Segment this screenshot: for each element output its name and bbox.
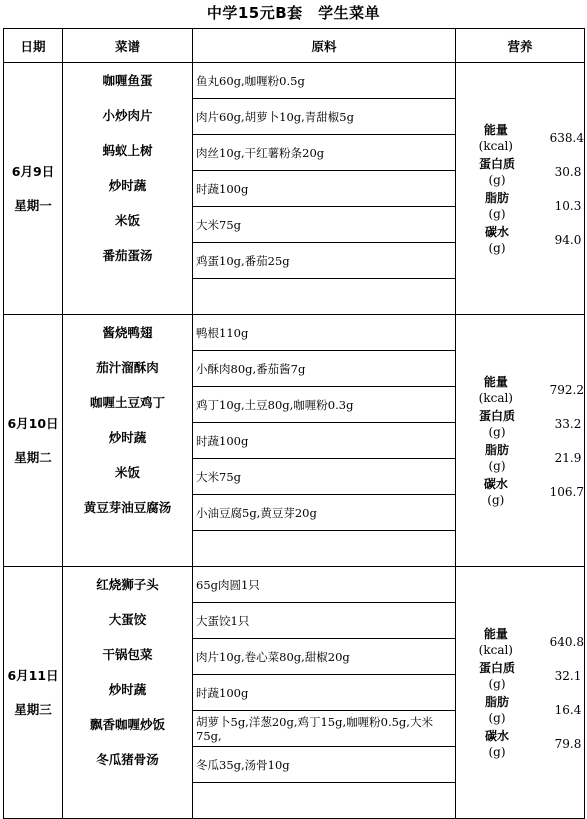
nutrient-value: 638.4	[549, 130, 584, 145]
ingredient-text: 鸡蛋10g,番茄25g	[196, 253, 290, 268]
dish-cell	[63, 315, 193, 567]
ingredient-item	[193, 675, 455, 711]
menu-table	[3, 28, 585, 819]
dish-item: 茄汁溜酥肉	[96, 360, 159, 375]
nutrient-value: 792.2	[549, 382, 584, 397]
ingredient-item	[193, 783, 455, 818]
dish-item: 冬瓜猪骨汤	[96, 752, 159, 767]
nutrient-unit: (g)	[488, 424, 506, 439]
nutrient-value: 10.3	[554, 198, 582, 213]
ingredient-item	[193, 459, 455, 495]
menu-body	[4, 63, 585, 819]
ingredient-item	[193, 315, 455, 351]
nutrition-protein	[456, 408, 584, 440]
dish-item: 大蛋饺	[108, 612, 147, 627]
nutrition-cell	[456, 315, 585, 567]
dish-item: 炒时蔬	[108, 682, 147, 697]
nutrient-value: 79.8	[554, 736, 582, 751]
nutrition-energy	[456, 122, 584, 154]
header-date: 日期	[4, 29, 63, 63]
nutrient-label: 脂肪	[484, 694, 509, 709]
date-cell	[4, 567, 63, 819]
nutrition-carb	[456, 728, 584, 760]
nutrition-carb	[456, 476, 584, 508]
day-date: 6月10日	[7, 415, 59, 431]
header-ingredients: 原料	[193, 29, 456, 63]
day-date: 6月9日	[11, 163, 55, 179]
dish-item	[63, 273, 192, 308]
ingredient-text: 肉片60g,胡萝卜10g,青甜椒5g	[196, 109, 354, 124]
ingredient-item	[193, 279, 455, 314]
ingredient-item	[193, 639, 455, 675]
ingredient-text: 大米75g	[196, 217, 241, 232]
nutrient-unit: (g)	[488, 710, 506, 725]
nutrient-value: 32.1	[554, 668, 582, 683]
ingredient-item	[193, 495, 455, 531]
ingredient-text: 大蛋饺1只	[196, 613, 250, 628]
ingredient-text: 鸭根110g	[196, 325, 249, 340]
ingredient-text: 时蔬100g	[196, 181, 249, 196]
page-title: 中学15元B套 学生菜单	[206, 4, 381, 22]
nutrient-value: 640.8	[549, 634, 584, 649]
nutrient-label: 能量	[483, 374, 508, 389]
ingredient-text: 肉丝10g,干红薯粉条20g	[196, 145, 325, 160]
ingredient-item	[193, 63, 455, 99]
ingredient-item	[193, 747, 455, 783]
ingredient-text: 65g肉圆1只	[196, 577, 260, 592]
nutrition-energy	[456, 626, 584, 658]
ingredient-text: 大米75g	[196, 469, 241, 484]
ingredient-item	[193, 351, 455, 387]
dish-cell	[63, 63, 193, 315]
nutrition-fat	[456, 190, 584, 222]
ingredient-item	[193, 423, 455, 459]
dish-item: 干锅包菜	[102, 647, 153, 662]
dish-item: 红烧狮子头	[96, 577, 159, 592]
ingredient-item	[193, 207, 455, 243]
ingredient-text: 时蔬100g	[196, 433, 249, 448]
nutrient-value: 30.8	[554, 164, 582, 179]
dish-item: 炒时蔬	[108, 178, 147, 193]
ingredient-item	[193, 135, 455, 171]
nutrient-label: 碳水	[484, 224, 509, 239]
nutrient-unit: (kcal)	[478, 390, 513, 405]
nutrition-protein	[456, 660, 584, 692]
ingredient-text: 胡萝卜5g,洋葱20g,鸡丁15g,咖喱粉0.5g,大米75g,	[196, 714, 433, 743]
nutrient-label: 蛋白质	[478, 156, 515, 171]
nutrient-label: 蛋白质	[478, 660, 515, 675]
dish-item: 咖喱鱼蛋	[102, 73, 153, 88]
nutrient-value: 94.0	[554, 232, 582, 247]
ingredient-item	[193, 171, 455, 207]
dish-item: 黄豆芽油豆腐汤	[83, 500, 172, 515]
dish-item: 蚂蚁上树	[102, 143, 153, 158]
ingredient-item	[193, 531, 455, 566]
nutrient-label: 能量	[483, 122, 508, 137]
nutrient-label: 脂肪	[484, 190, 509, 205]
nutrient-unit: (g)	[488, 240, 506, 255]
dish-item: 小炒肉片	[102, 108, 153, 123]
dish-item: 米饭	[114, 465, 140, 480]
ingredient-text: 肉片10g,卷心菜80g,甜椒20g	[196, 649, 350, 664]
ingredient-text: 小酥肉80g,番茄酱7g	[196, 361, 306, 376]
ingredient-item	[193, 567, 455, 603]
dish-item: 酱烧鸭翅	[102, 325, 153, 340]
nutrient-value: 106.7	[549, 484, 584, 499]
nutrient-unit: (g)	[488, 458, 506, 473]
nutrient-unit: (g)	[487, 492, 505, 507]
dish-item: 咖喱土豆鸡丁	[89, 395, 165, 410]
ingredients-cell	[193, 567, 456, 819]
ingredient-text: 鸡丁10g,土豆80g,咖喱粉0.3g	[196, 397, 354, 412]
nutrient-value: 16.4	[554, 702, 582, 717]
nutrient-unit: (g)	[488, 172, 506, 187]
nutrient-unit: (g)	[488, 744, 506, 759]
nutrient-unit: (kcal)	[478, 138, 513, 153]
nutrition-carb	[456, 224, 584, 256]
dish-item: 番茄蛋汤	[102, 248, 153, 263]
nutrient-unit: (g)	[488, 206, 506, 221]
day-weekday: 星期一	[14, 197, 52, 213]
day-row	[4, 567, 585, 819]
ingredient-text: 冬瓜35g,汤骨10g	[196, 757, 290, 772]
ingredients-cell	[193, 315, 456, 567]
date-cell	[4, 315, 63, 567]
header-row	[4, 29, 585, 63]
nutrition-fat	[456, 694, 584, 726]
dish-item	[63, 525, 192, 560]
ingredient-text: 小油豆腐5g,黄豆芽20g	[196, 505, 317, 520]
dish-item: 米饭	[114, 213, 140, 228]
nutrient-unit: (g)	[488, 676, 506, 691]
nutrient-label: 能量	[483, 626, 508, 641]
day-row	[4, 315, 585, 567]
nutrient-label: 脂肪	[484, 442, 509, 457]
nutrient-value: 33.2	[554, 416, 582, 431]
nutrition-cell	[456, 567, 585, 819]
nutrition-cell	[456, 63, 585, 315]
header-nutrition: 营养	[456, 29, 585, 63]
day-date: 6月11日	[7, 667, 59, 683]
header-dish: 菜谱	[63, 29, 193, 63]
ingredient-item	[193, 603, 455, 639]
date-cell	[4, 63, 63, 315]
day-weekday: 星期三	[14, 701, 52, 717]
ingredient-text: 时蔬100g	[196, 685, 249, 700]
nutrient-label: 碳水	[483, 476, 508, 491]
dish-cell	[63, 567, 193, 819]
ingredient-text: 鱼丸60g,咖喱粉0.5g	[196, 73, 305, 88]
dish-item: 飘香咖喱炒饭	[89, 717, 165, 732]
nutrient-label: 碳水	[484, 728, 509, 743]
nutrient-label: 蛋白质	[478, 408, 515, 423]
dish-item	[63, 777, 192, 812]
nutrient-unit: (kcal)	[478, 642, 513, 657]
nutrition-protein	[456, 156, 584, 188]
day-row	[4, 63, 585, 315]
ingredients-cell	[193, 63, 456, 315]
nutrient-value: 21.9	[554, 450, 582, 465]
ingredient-item	[193, 243, 455, 279]
day-weekday: 星期二	[14, 449, 52, 465]
dish-item: 炒时蔬	[108, 430, 147, 445]
ingredient-item	[193, 387, 455, 423]
ingredient-item	[193, 711, 455, 747]
ingredient-item	[193, 99, 455, 135]
nutrition-energy	[456, 374, 584, 406]
nutrition-fat	[456, 442, 584, 474]
